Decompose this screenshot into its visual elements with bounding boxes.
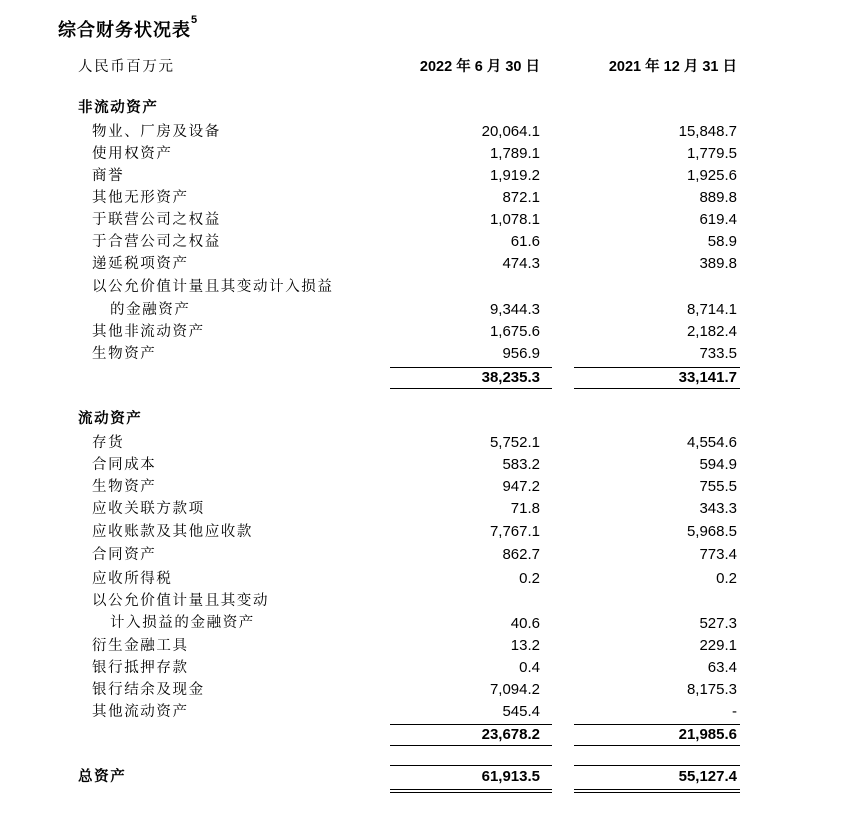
row-value-2022: 947.2: [502, 478, 540, 495]
row-label: 银行抵押存款: [92, 660, 189, 676]
row-value-2021: 58.9: [707, 233, 737, 250]
row-value-2021: 229.1: [699, 637, 737, 654]
row-label: 应收所得税: [92, 571, 173, 587]
row-label: 生物资产: [92, 479, 157, 495]
row-label: 存货: [92, 435, 125, 451]
row-value-2021: 619.4: [699, 211, 737, 228]
row-value-2021: 8,714.1: [686, 301, 737, 318]
row-label: 应收关联方款项: [92, 501, 205, 517]
row-value-2021: 527.3: [699, 615, 737, 632]
row-value-2021: 733.5: [699, 345, 737, 362]
row-value-2021: 1,925.6: [686, 167, 737, 184]
subtotal-rule: [390, 388, 552, 389]
row-value-2022: 583.2: [502, 456, 540, 473]
row-value-2022: 1,789.1: [489, 145, 540, 162]
grand-total-2022: 61,913.5: [481, 768, 540, 785]
current-total-2021: 21,985.6: [678, 726, 737, 743]
row-label: 商誉: [92, 168, 125, 184]
total-double-rule: [390, 792, 552, 793]
noncurrent-total-2021: 33,141.7: [678, 369, 737, 386]
row-label: 其他无形资产: [92, 190, 189, 206]
noncurrent-total-2022: 38,235.3: [481, 369, 540, 386]
row-label: 其他流动资产: [92, 704, 189, 720]
row-value-2022: 1,675.6: [489, 323, 540, 340]
row-value-2022: 7,094.2: [489, 681, 540, 698]
row-value-2021: 4,554.6: [686, 434, 737, 451]
row-value-2022: 0.2: [519, 570, 540, 587]
row-label: 其他非流动资产: [92, 324, 205, 340]
row-label: 的金融资产: [110, 302, 191, 318]
row-label: 计入损益的金融资产: [110, 615, 255, 631]
row-value-2022: 956.9: [502, 345, 540, 362]
row-value-2022: 0.4: [519, 659, 540, 676]
row-value-2021: 1,779.5: [686, 145, 737, 162]
row-label: 合同资产: [92, 547, 157, 563]
current-total-2022: 23,678.2: [481, 726, 540, 743]
row-value-2022: 5,752.1: [489, 434, 540, 451]
column-header-2021: 2021 年 12 月 31 日: [608, 59, 737, 75]
row-value-2021: 5,968.5: [686, 523, 737, 540]
title-text: 综合财务状况表: [58, 20, 191, 41]
row-value-2021: 2,182.4: [686, 323, 737, 340]
total-double-rule: [574, 792, 740, 793]
subtotal-rule: [390, 745, 552, 746]
row-value-2022: 872.1: [502, 189, 540, 206]
row-label: 银行结余及现金: [92, 682, 205, 698]
row-value-2021: 755.5: [699, 478, 737, 495]
row-value-2022: 1,919.2: [489, 167, 540, 184]
row-label: 以公允价值计量且其变动计入损益: [92, 279, 334, 295]
row-value-2021: 0.2: [716, 570, 737, 587]
row-value-2022: 862.7: [502, 546, 540, 563]
row-value-2022: 61.6: [510, 233, 540, 250]
row-label: 以公允价值计量且其变动: [92, 593, 270, 609]
row-value-2022: 7,767.1: [489, 523, 540, 540]
row-value-2021: 773.4: [699, 546, 737, 563]
row-value-2021: 594.9: [699, 456, 737, 473]
grand-total-2021: 55,127.4: [678, 768, 737, 785]
total-rule: [390, 765, 552, 766]
row-value-2022: 1,078.1: [489, 211, 540, 228]
row-value-2022: 71.8: [510, 500, 540, 517]
row-value-2022: 13.2: [510, 637, 540, 654]
row-label: 衍生金融工具: [92, 638, 189, 654]
row-label: 于合营公司之权益: [92, 234, 221, 250]
row-label: 合同成本: [92, 457, 157, 473]
section-heading-current: 流动资产: [78, 410, 143, 427]
subtotal-rule: [574, 388, 740, 389]
row-value-2021: 8,175.3: [686, 681, 737, 698]
row-value-2022: 40.6: [510, 615, 540, 632]
section-heading-noncurrent: 非流动资产: [78, 99, 159, 116]
row-value-2022: 545.4: [502, 703, 540, 720]
row-label: 于联营公司之权益: [92, 212, 221, 228]
row-label: 递延税项资产: [92, 256, 189, 272]
grand-total-label: 总资产: [78, 768, 127, 785]
title-footnote-marker: 5: [191, 14, 199, 26]
row-value-2021: 63.4: [707, 659, 737, 676]
row-value-2021: 889.8: [699, 189, 737, 206]
unit-header: 人民币百万元: [78, 59, 175, 75]
total-double-rule: [390, 789, 552, 790]
row-label: 应收账款及其他应收款: [92, 524, 253, 540]
page-title: [58, 16, 198, 42]
row-label: 物业、厂房及设备: [92, 124, 221, 140]
row-value-2021: 389.8: [699, 255, 737, 272]
row-label: 使用权资产: [92, 146, 173, 162]
total-rule: [574, 765, 740, 766]
row-value-2022: 20,064.1: [481, 123, 540, 140]
column-header-2022: 2022 年 6 月 30 日: [419, 59, 540, 75]
subtotal-rule: [574, 745, 740, 746]
row-label: 生物资产: [92, 346, 157, 362]
row-value-2021: -: [732, 703, 737, 720]
row-value-2022: 9,344.3: [489, 301, 540, 318]
row-value-2022: 474.3: [502, 255, 540, 272]
total-double-rule: [574, 789, 740, 790]
row-value-2021: 343.3: [699, 500, 737, 517]
row-value-2021: 15,848.7: [678, 123, 737, 140]
